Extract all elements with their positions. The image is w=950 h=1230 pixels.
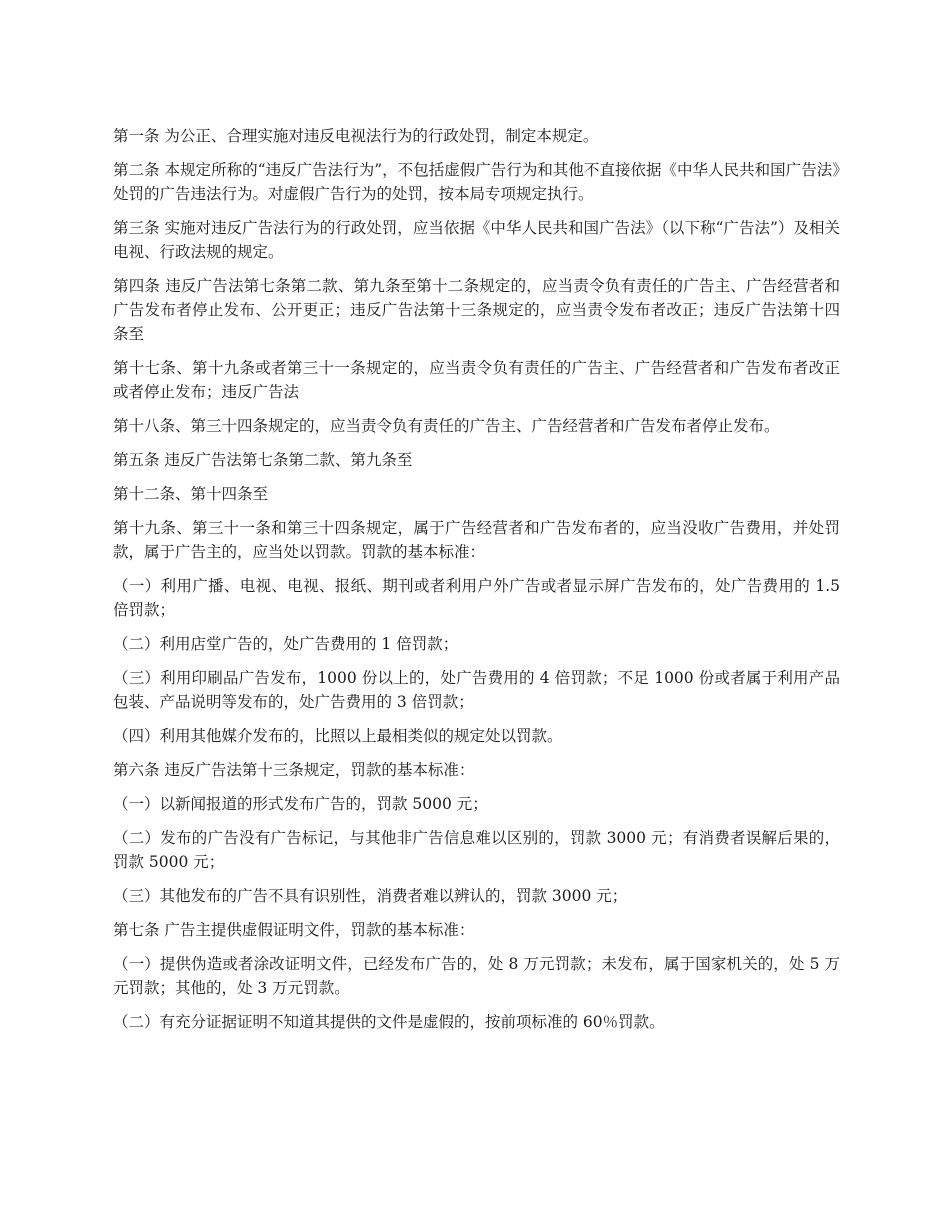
article-5-item-4: （四）利用其他媒介发布的，比照以上最相类似的规定处以罚款。 bbox=[113, 727, 563, 745]
article-6-item-3: （三）其他发布的广告不具有识别性，消费者难以辨认的，罚款 3000 元； bbox=[113, 887, 628, 905]
article-5-item-2: （二）利用店堂广告的，处广告费用的 1 倍罚款； bbox=[113, 635, 459, 653]
article-6-item-1: （一）以新闻报道的形式发布广告的，罚款 5000 元； bbox=[113, 795, 488, 813]
article-6: 第六条 违反广告法第十三条规定，罚款的基本标准： bbox=[113, 761, 475, 779]
article-4: 第四条 违反广告法第七条第二款、第九条至第十二条规定的，应当责令负有责任的广告主、广告经营者和广告发布者停止发布、公开更正；违反广告法第十三条规定的，应当责令发布者改正；违反广告法第十四条至 bbox=[113, 277, 840, 343]
article-3: 第三条 实施对违反广告法行为的行政处罚，应当依据《中华人民共和国广告法》（以下称“广告法”）及相关电视、行政法规的规定。 bbox=[113, 219, 840, 261]
article-4-continued-a: 第十七条、第十九条或者第三十一条规定的，应当责令负有责任的广告主、广告经营者和广告发布者改正或者停止发布；违反广告法 bbox=[113, 359, 840, 401]
article-1: 第一条 为公正、合理实施对违反电视法行为的行政处罚，制定本规定。 bbox=[113, 127, 599, 145]
article-7: 第七条 广告主提供虚假证明文件，罚款的基本标准： bbox=[113, 921, 475, 939]
article-7-item-1: （一）提供伪造或者涂改证明文件，已经发布广告的，处 8 万元罚款；未发布，属于国家机关的，处 5 万元罚款；其他的，处 3 万元罚款。 bbox=[113, 955, 840, 997]
article-5-item-1: （一）利用广播、电视、电视、报纸、期刊或者利用户外广告或者显示屏广告发布的，处广告费用的 1.5 倍罚款； bbox=[113, 577, 840, 619]
article-5-continued-b: 第十九条、第三十一条和第三十四条规定，属于广告经营者和广告发布者的，应当没收广告费用，并处罚款，属于广告主的，应当处以罚款。罚款的基本标准： bbox=[113, 519, 840, 561]
article-5: 第五条 违反广告法第七条第二款、第九条至 bbox=[113, 451, 413, 469]
article-4-continued-b: 第十八条、第三十四条规定的，应当责令负有责任的广告主、广告经营者和广告发布者停止发布。 bbox=[113, 417, 780, 435]
document-body bbox=[113, 124, 840, 1044]
article-5-item-3: （三）利用印刷品广告发布，1000 份以上的，处广告费用的 4 倍罚款；不足 1000 份或者属于利用产品包装、产品说明等发布的，处广告费用的 3 倍罚款； bbox=[113, 669, 840, 711]
article-5-continued-a: 第十二条、第十四条至 bbox=[113, 485, 269, 503]
article-7-item-2: （二）有充分证据证明不知道其提供的文件是虚假的，按前项标准的 60％罚款。 bbox=[113, 1013, 665, 1031]
article-2: 第二条 本规定所称的“违反广告法行为”，不包括虚假广告行为和其他不直接依据《中华人民共和国广告法》处罚的广告违法行为。对虚假广告行为的处罚，按本局专项规定执行。 bbox=[113, 161, 840, 203]
article-6-item-2: （二）发布的广告没有广告标记，与其他非广告信息难以区别的，罚款 3000 元；有消费者误解后果的，罚款 5000 元； bbox=[113, 829, 840, 871]
